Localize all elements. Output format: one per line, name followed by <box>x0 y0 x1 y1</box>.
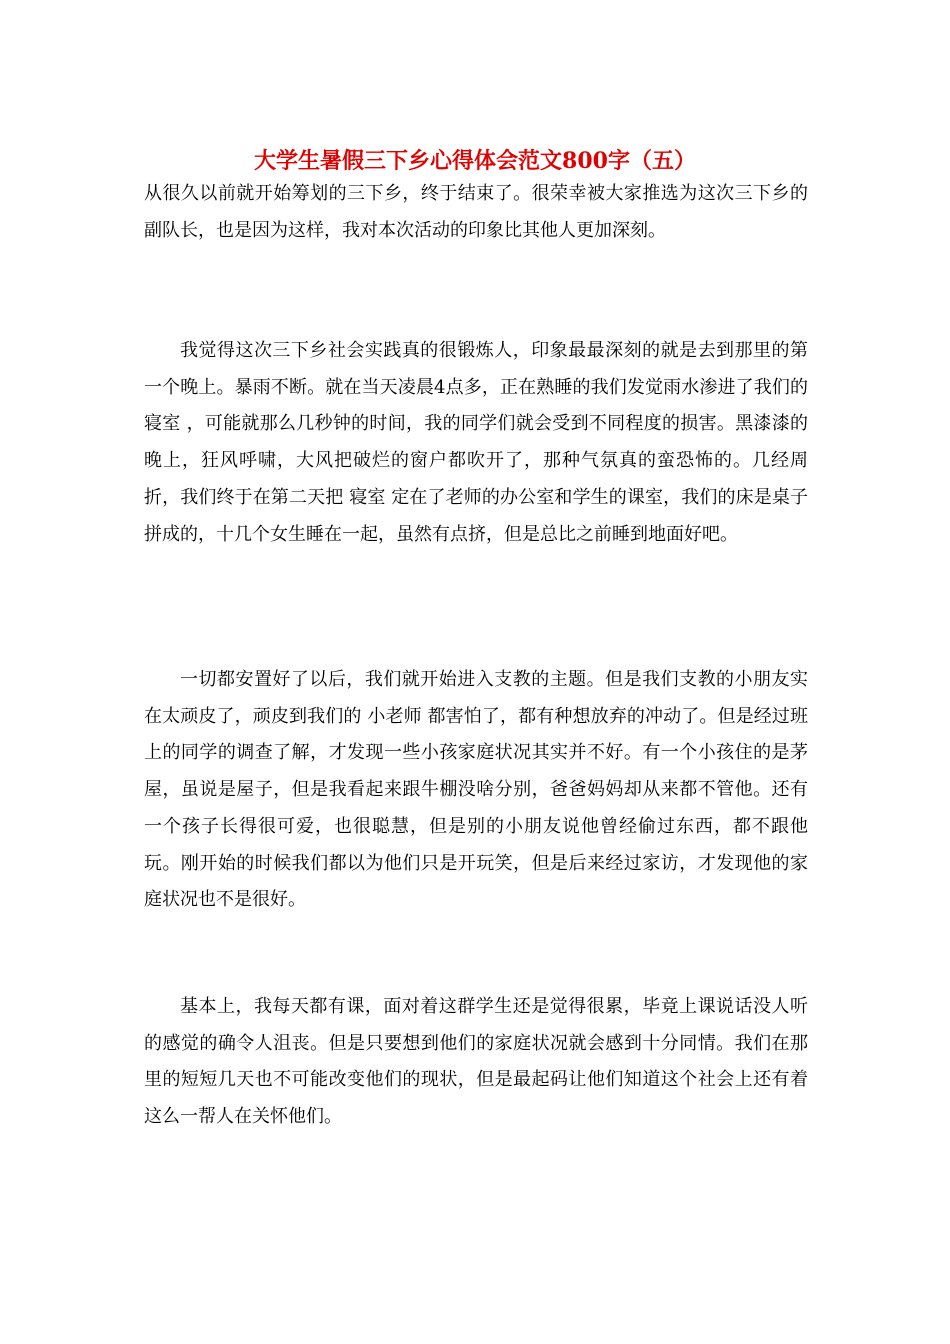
paragraph-1: 从很久以前就开始筹划的三下乡，终于结束了。很荣幸被大家推选为这次三下乡的副队长，也是因为这样，我对本次活动的印象比其他人更加深刻。 <box>144 183 808 241</box>
paragraph-2: 我觉得这次三下乡社会实践真的很锻炼人，印象最最深刻的就是去到那里的第一个晚上。暴雨不断。就在当天凌晨4点多，正在熟睡的我们发觉雨水渗进了我们的 寝室 ，可能就那么几秒钟的时间，我的同学们就会受到不同程度的损害。黑漆漆的晚上，狂风呼啸，大风把破烂的窗户都吹开了，那种气氛真的蛮恐怖的。几经周折，我们终于在第二天把 寝室 定在了老师的办公室和学生的课室，我们的床是桌子拼成的，十几个女生睡在一起，虽然有点挤，但是总比之前睡到地面好吧。 <box>144 340 808 545</box>
document-title: 大学生暑假三下乡心得体会范文800字（五） <box>254 148 696 174</box>
paragraph-4: 基本上，我每天都有课，面对着这群学生还是觉得很累，毕竟上课说话没人听的感觉的确令人沮丧。但是只要想到他们的家庭状况就会感到十分同情。我们在那里的短短几天也不可能改变他们的现状，但是最起码让他们知道这个社会上还有着这么一帮人在关怀他们。 <box>144 996 808 1128</box>
paragraph-3: 一切都安置好了以后，我们就开始进入支教的主题。但是我们支教的小朋友实在太顽皮了，顽皮到我们的 小老师 都害怕了，都有种想放弃的冲动了。但是经过班上的同学的调查了解，才发现一些小孩家庭状况其实并不好。有一个小孩住的是茅屋，虽说是屋子，但是我看起来跟牛棚没啥分别，爸爸妈妈却从来都不管他。还有一个孩子长得很可爱，也很聪慧，但是别的小朋友说他曾经偷过东西，都不跟他玩。刚开始的时候我们都以为他们只是开玩笑，但是后来经过家访，才发现他的家庭状况也不是很好。 <box>144 669 808 911</box>
